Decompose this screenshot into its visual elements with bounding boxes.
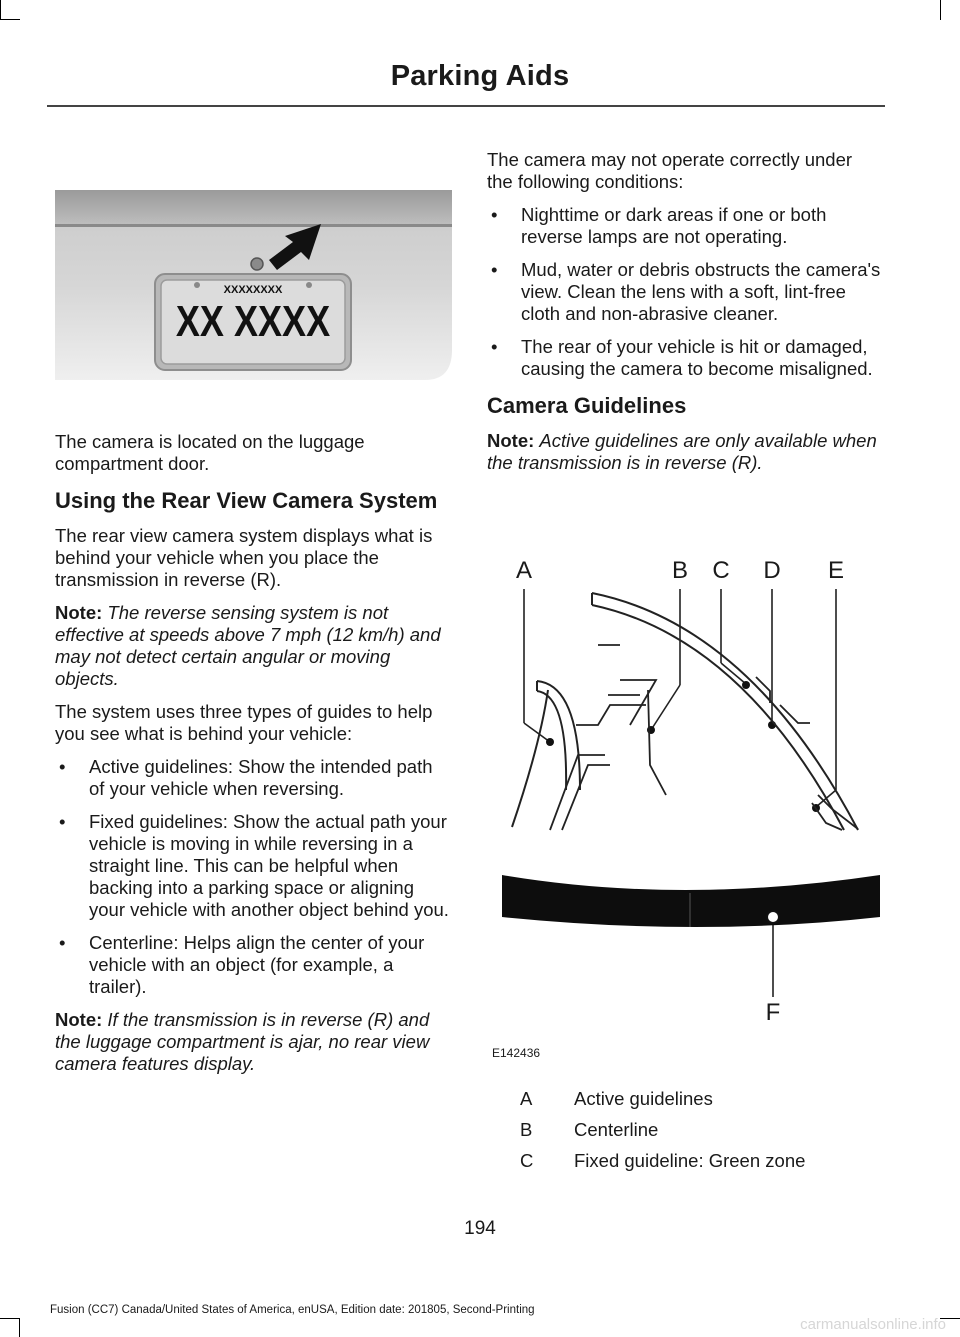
- legend-key: C: [520, 1149, 534, 1171]
- camera-position-icon: [767, 911, 779, 923]
- bullet: •: [59, 811, 66, 832]
- bullet: •: [491, 204, 498, 225]
- footer-text: Fusion (CC7) Canada/United States of America, enUSA, Edition date: 201805, Second-Printing: [50, 1304, 535, 1316]
- crop-mark-top-right: [940, 0, 941, 20]
- legend-row: [520, 1083, 900, 1114]
- bullet: •: [59, 932, 66, 953]
- bullet: •: [491, 259, 498, 280]
- header-rule: [47, 105, 885, 107]
- camera-guidelines-diagram: [480, 545, 890, 1065]
- callout-label-f: F: [765, 999, 781, 1026]
- note: Note: The reverse sensing system is not effective at speeds above 7 mph (12 km/h) and may not detect certain angular or moving objects.: [55, 602, 441, 689]
- callout-label-e: E: [827, 557, 845, 584]
- watermark: carmanualsonline.info: [800, 1316, 946, 1333]
- callout-dot-a: [546, 738, 554, 746]
- plate-main-text: XX XXXX: [175, 296, 331, 346]
- conditions-list: [487, 204, 882, 380]
- crop-mark-bottom-left: [0, 1318, 20, 1319]
- legend-value: Active guidelines: [574, 1087, 713, 1109]
- callout-dot-c: [742, 681, 750, 689]
- callout-label-a: A: [515, 557, 533, 584]
- intro-paragraph: The camera is located on the luggage compartment door.: [55, 431, 365, 474]
- diagram-code: E142436: [492, 1046, 541, 1060]
- list-item: • Centerline: Helps align the center of your vehicle with an object (for example, a trailer).: [59, 932, 425, 997]
- crop-mark-top-left: [0, 0, 1, 20]
- camera-icon: [251, 258, 263, 270]
- paragraph: The camera may not operate correctly under the following conditions:: [487, 149, 853, 192]
- list-item: • Mud, water or debris obstructs the camera's view. Clean the lens with a soft, lint-free cloth and non-abrasive cleaner.: [491, 259, 881, 324]
- rear-camera-location-image: [55, 190, 452, 380]
- plate-top-text: XXXXXXXX: [223, 284, 283, 296]
- list-item: • Nighttime or dark areas if one or both reverse lamps are not operating.: [491, 204, 827, 247]
- bumper-shape: [502, 875, 880, 927]
- legend-row: [520, 1145, 900, 1176]
- list-item: • Fixed guidelines: Show the actual path your vehicle is moving in while reversing in a straight line. This can be helpful when backing into a parking space or aligning your vehicle with another object behind you.: [59, 811, 449, 920]
- legend-key: A: [520, 1087, 533, 1109]
- callout-label-c: C: [712, 557, 730, 584]
- paragraph: The system uses three types of guides to help you see what is behind your vehicle:: [55, 701, 433, 744]
- guides-list: [55, 756, 450, 998]
- note: Note: If the transmission is in reverse (R) and the luggage compartment is ajar, no rear view camera features display.: [55, 1009, 430, 1074]
- legend-row: [520, 1114, 900, 1145]
- section-heading-using-camera: Using the Rear View Camera System: [55, 488, 438, 513]
- legend-value: Centerline: [574, 1118, 659, 1140]
- legend-value: Fixed guideline: Green zone: [574, 1149, 806, 1171]
- legend-key: B: [520, 1118, 533, 1140]
- section-heading-camera-guidelines: Camera Guidelines: [487, 393, 687, 418]
- diagram-legend: [520, 1083, 900, 1176]
- paragraph: The rear view camera system displays what is behind your vehicle when you place the transmission in reverse (R).: [55, 525, 433, 590]
- left-column: [55, 431, 450, 1086]
- list-item: • The rear of your vehicle is hit or damaged, causing the camera to become misaligned.: [491, 336, 873, 379]
- crop-mark-bottom-left-v: [19, 1318, 20, 1337]
- crop-mark-top-left-h: [0, 19, 20, 20]
- page-number: 194: [464, 1218, 496, 1239]
- note: Note: Active guidelines are only available when the transmission is in reverse (R).: [487, 430, 877, 473]
- callout-label-d: D: [763, 557, 781, 584]
- page-title: Parking Aids: [390, 60, 570, 92]
- callout-label-b: B: [671, 557, 689, 584]
- bullet: •: [491, 336, 498, 357]
- right-column: [487, 149, 882, 485]
- list-item: • Active guidelines: Show the intended path of your vehicle when reversing.: [59, 756, 433, 799]
- bullet: •: [59, 756, 66, 777]
